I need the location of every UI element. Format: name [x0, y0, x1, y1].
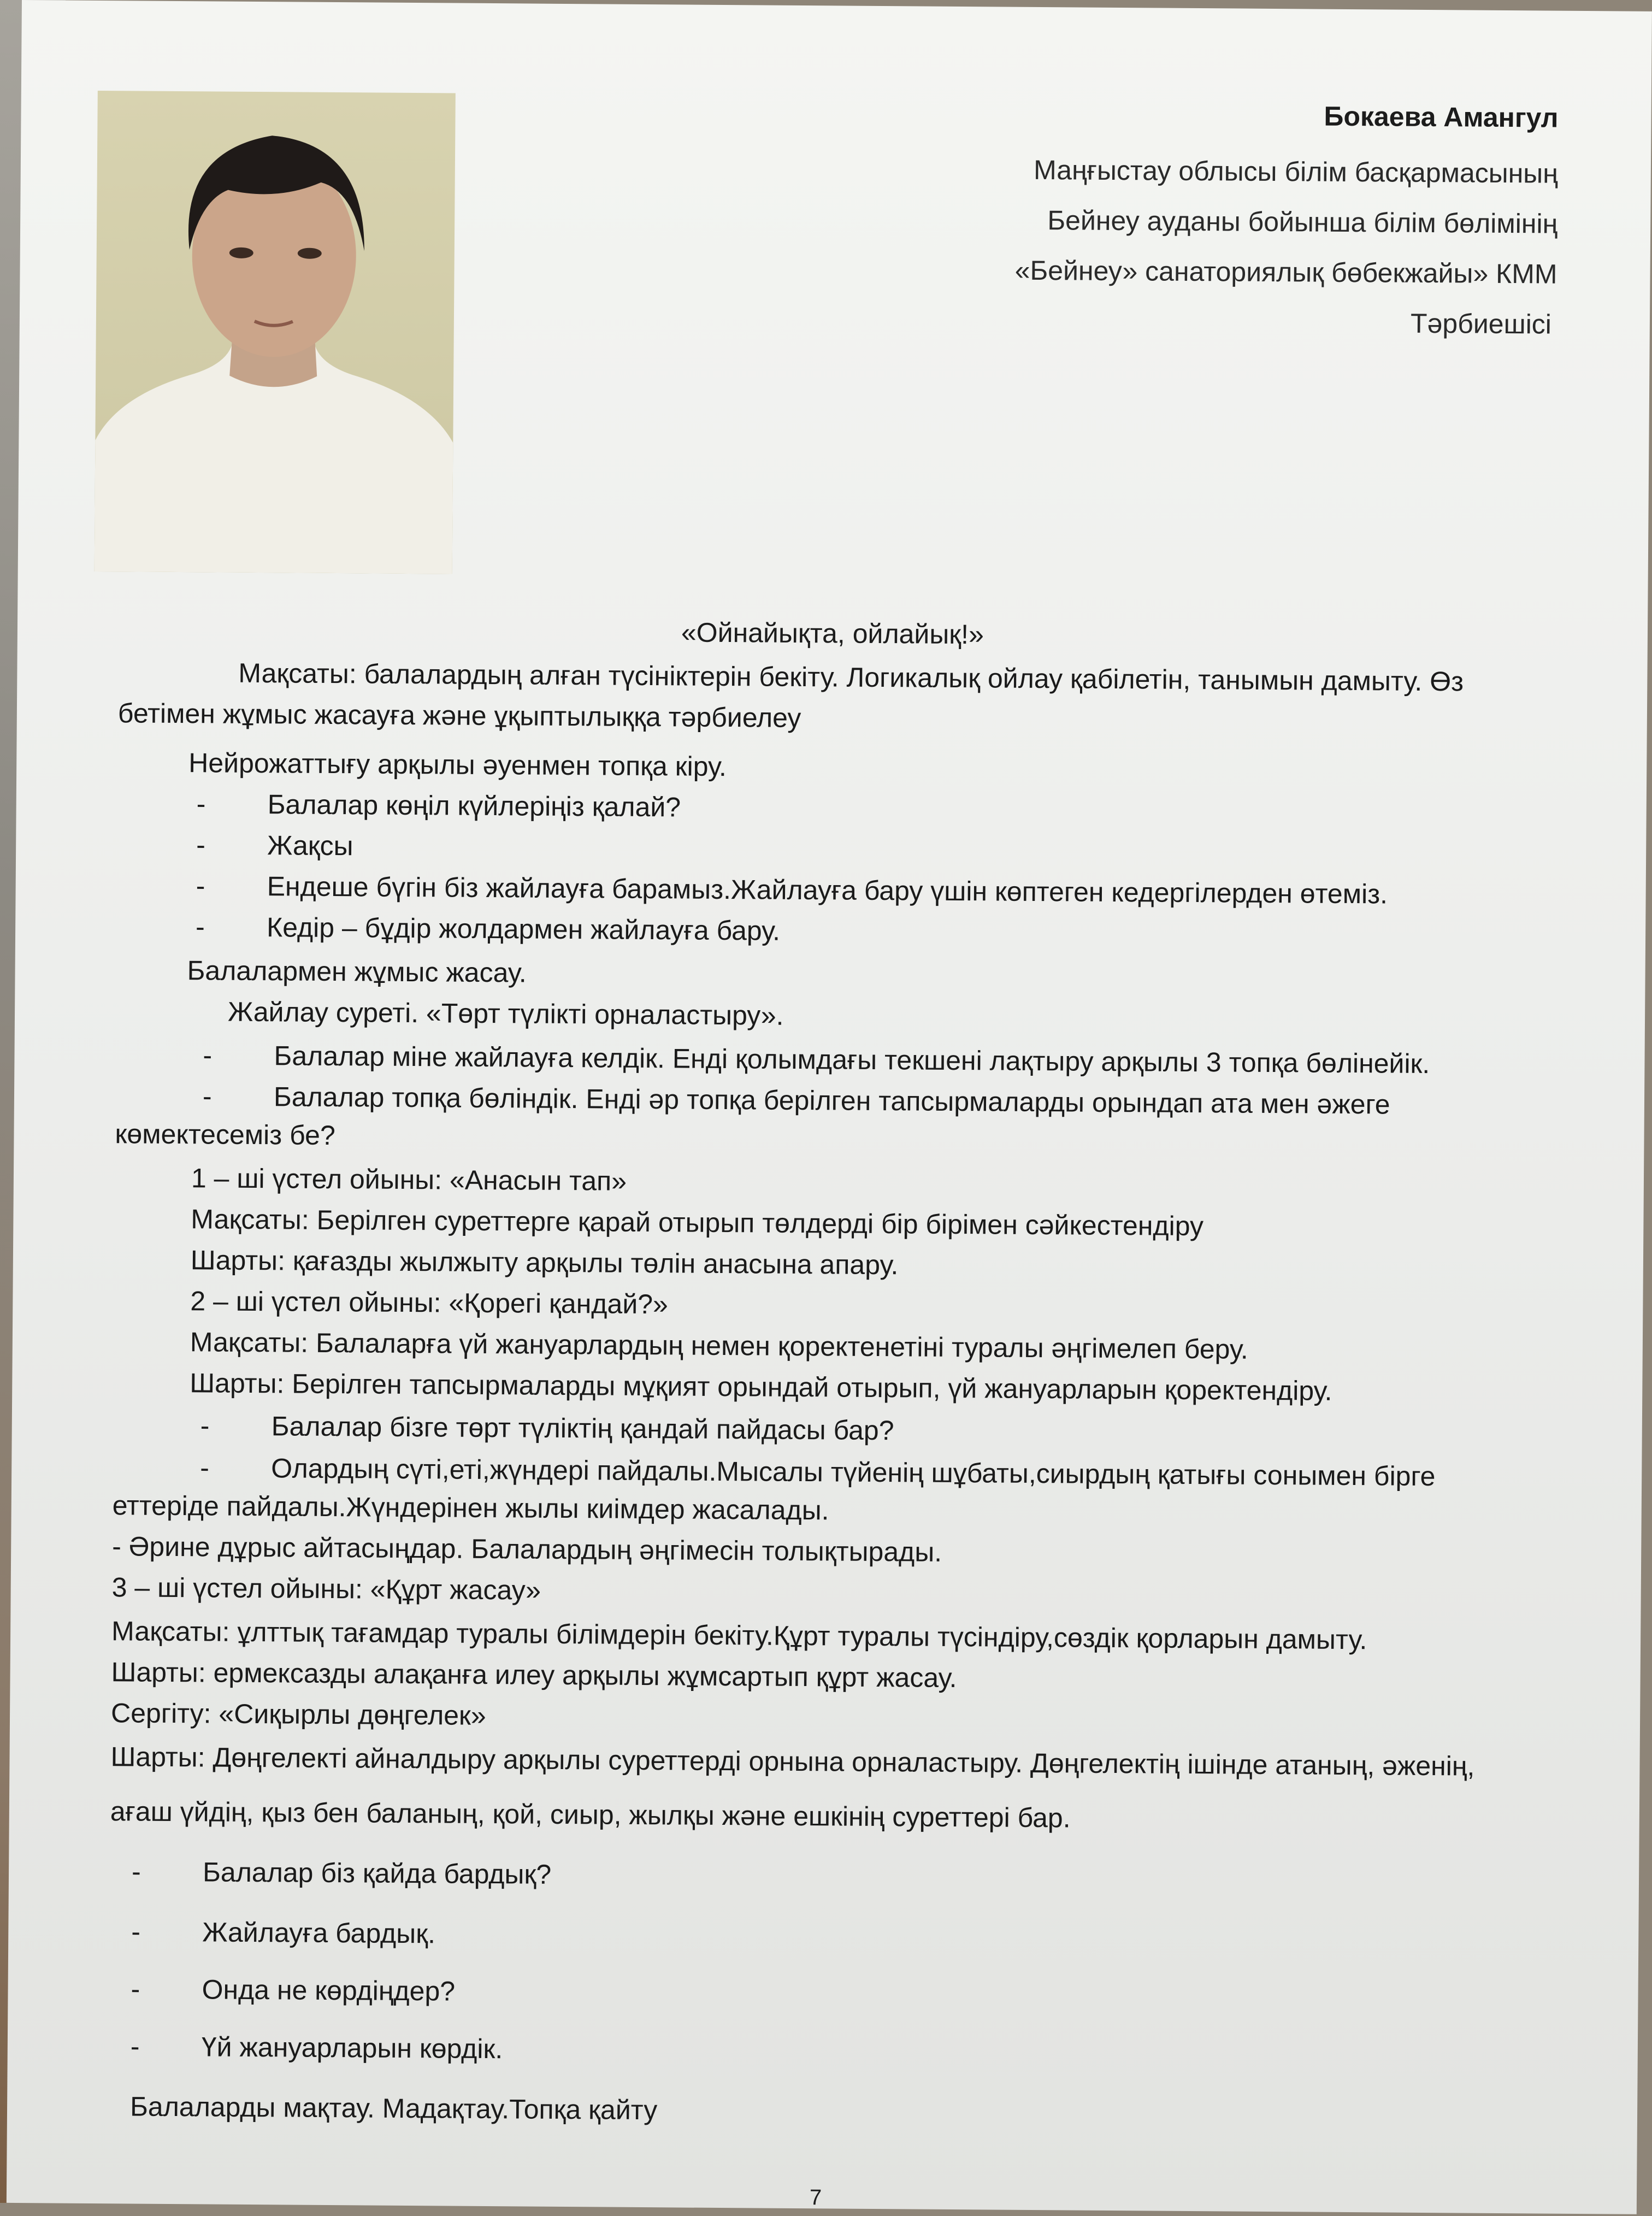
warmup-heading: Сергіту: «Сиқырлы дөңгелек»: [110, 1698, 486, 1731]
dash-marker: -: [200, 1452, 210, 1483]
game-rule-2: Шарты: Берілген тапсырмаларды мұқият орындай отырып, үй жануарларын қоректендіру.: [190, 1368, 1332, 1406]
list-item-text: Онда не көрдіңдер?: [202, 1974, 456, 2007]
response-line: - Әрине дұрыс айтасыңдар. Балалардың әңгімесін толықтырады.: [112, 1531, 942, 1567]
goal-line-1: Мақсаты: балалардың алған түсініктерін бекіту. Логикалық ойлау қабілетін, танымын дамыту. Өз: [238, 657, 1464, 697]
list-item-text: Балалар міне жайлауға келдік. Енді қолымдағы текшені лақтыру арқылы 3 топқа бөлінейік.: [274, 1040, 1430, 1080]
game-goal-2: Мақсаты: Балаларға үй жануарлардың немен қоректенетіні туралы әңгімелеп беру.: [190, 1327, 1249, 1365]
author-affiliation-1: Маңғыстау облысы білім басқармасының: [1033, 154, 1559, 189]
list-item: [132, 1855, 551, 1890]
section-line: Жайлау суреті. «Төрт түлікті орналастыру».: [227, 996, 784, 1031]
list-item: [203, 1080, 1390, 1120]
game-rule-1: Шарты: қағазды жылжыту арқылы төлін анасына апару.: [190, 1245, 899, 1281]
list-item: [131, 1916, 435, 1949]
game-heading-2: 2 – ші үстел ойыны: «Қорегі қандай?»: [190, 1286, 669, 1320]
list-item: [131, 2030, 503, 2065]
author-name: Бокаева Амангул: [1324, 101, 1559, 133]
game-heading-3: 3 – ші үстел ойыны: «Құрт жасау»: [111, 1572, 541, 1606]
game-rule-3: Шарты: ермексазды алақанға илеу арқылы жұмсартып құрт жасау.: [111, 1657, 957, 1694]
list-item: [200, 1452, 1436, 1492]
section-line: Балалармен жұмыс жасау.: [187, 955, 527, 988]
dash-marker: -: [131, 1916, 141, 1947]
game-goal-1: Мақсаты: Берілген суреттерге қарай отырып төлдерді бір бірімен сәйкестендіру: [191, 1204, 1204, 1242]
closing-line: Балаларды мақтау. Мадақтау.Топқа қайту: [129, 2091, 658, 2126]
list-item: [196, 870, 1388, 910]
list-item-text: Балалар көңіл күйлеріңіз қалай?: [267, 789, 681, 823]
list-item: [197, 788, 681, 823]
dash-marker: -: [196, 829, 206, 861]
dash-marker: -: [200, 1410, 210, 1441]
list-item-text: Балалар біз қайда бардық?: [202, 1857, 552, 1890]
list-item: [196, 829, 353, 862]
list-item-text: Жақсы: [267, 830, 353, 862]
list-item-text: Үй жануарларын көрдік.: [201, 2031, 503, 2065]
document-title: «Ойнайықта, ойлайық!»: [681, 617, 984, 650]
list-item-text: Жайлауға бардық.: [202, 1917, 436, 1949]
warmup-rule: Шарты: Дөңгелекті айналдыру арқылы суреттерді орнына орналастыру. Дөңгелектің ішінде атаның, әженің,: [110, 1741, 1475, 1782]
author-affiliation-2: Бейнеу ауданы бойынша білім бөлімінің: [1047, 205, 1558, 239]
dash-marker: -: [130, 2031, 140, 2062]
dash-marker: -: [131, 1973, 140, 2005]
author-affiliation-3: «Бейнеу» санаториялық бөбекжайы» КММ: [1014, 255, 1557, 290]
author-info: [1014, 95, 1559, 350]
list-item-text: Ендеше бүгін біз жайлауға барамыз.Жайлауға бару үшін көптеген кедергілерден өтеміз.: [267, 871, 1388, 910]
author-position: Тәрбиешісі: [1410, 308, 1552, 340]
warmup-rule-continued: ағаш үйдің, қыз бен баланың, қой, сиыр, жылқы және ешкінің суреттері бар.: [110, 1796, 1071, 1834]
continuation-line: еттеріде пайдалы.Жүндерінен жылы киімдер жасалады.: [112, 1490, 829, 1526]
continuation-line: көмектесеміз бе?: [115, 1118, 335, 1151]
author-photo: [95, 91, 456, 574]
list-item: [203, 1039, 1430, 1080]
game-heading-1: 1 – ші үстел ойыны: «Анасын тап»: [191, 1163, 627, 1197]
list-item-text: Балалар бізге төрт түліктің қандай пайдасы бар?: [271, 1411, 894, 1446]
dash-marker: -: [196, 788, 206, 820]
document-page: [7, 0, 1652, 2214]
intro-line: Нейрожаттығу арқылы әуенмен топқа кіру.: [188, 747, 727, 782]
list-item: [200, 1410, 894, 1446]
list-item: [131, 1973, 455, 2007]
goal-line-2: бетімен жұмыс жасауға және ұқыптылыққа тәрбиелеу: [117, 698, 801, 733]
list-item-text: Олардың сүті,еті,жүндері пайдалы.Мысалы түйенің шұбаты,сиырдың қатығы сонымен бірге: [271, 1453, 1436, 1492]
page-number: 7: [809, 2185, 822, 2210]
dash-marker: -: [131, 1856, 141, 1887]
dash-marker: -: [203, 1040, 213, 1071]
list-item-text: Кедір – бұдір жолдармен жайлауға бару.: [266, 912, 781, 946]
game-goal-3: Мақсаты: ұлттық тағамдар туралы білімдерін бекіту.Құрт туралы түсіндіру,сөздік қорларын дамыту.: [111, 1616, 1367, 1655]
list-item: [196, 911, 780, 946]
dash-marker: -: [202, 1081, 212, 1112]
portrait-figure: [95, 91, 456, 574]
dash-marker: -: [195, 911, 205, 942]
list-item-text: Балалар топқа бөліндік. Енді әр топқа берілген тапсырмаларды орындап ата мен әжеге: [273, 1081, 1390, 1120]
dash-marker: -: [196, 870, 205, 901]
